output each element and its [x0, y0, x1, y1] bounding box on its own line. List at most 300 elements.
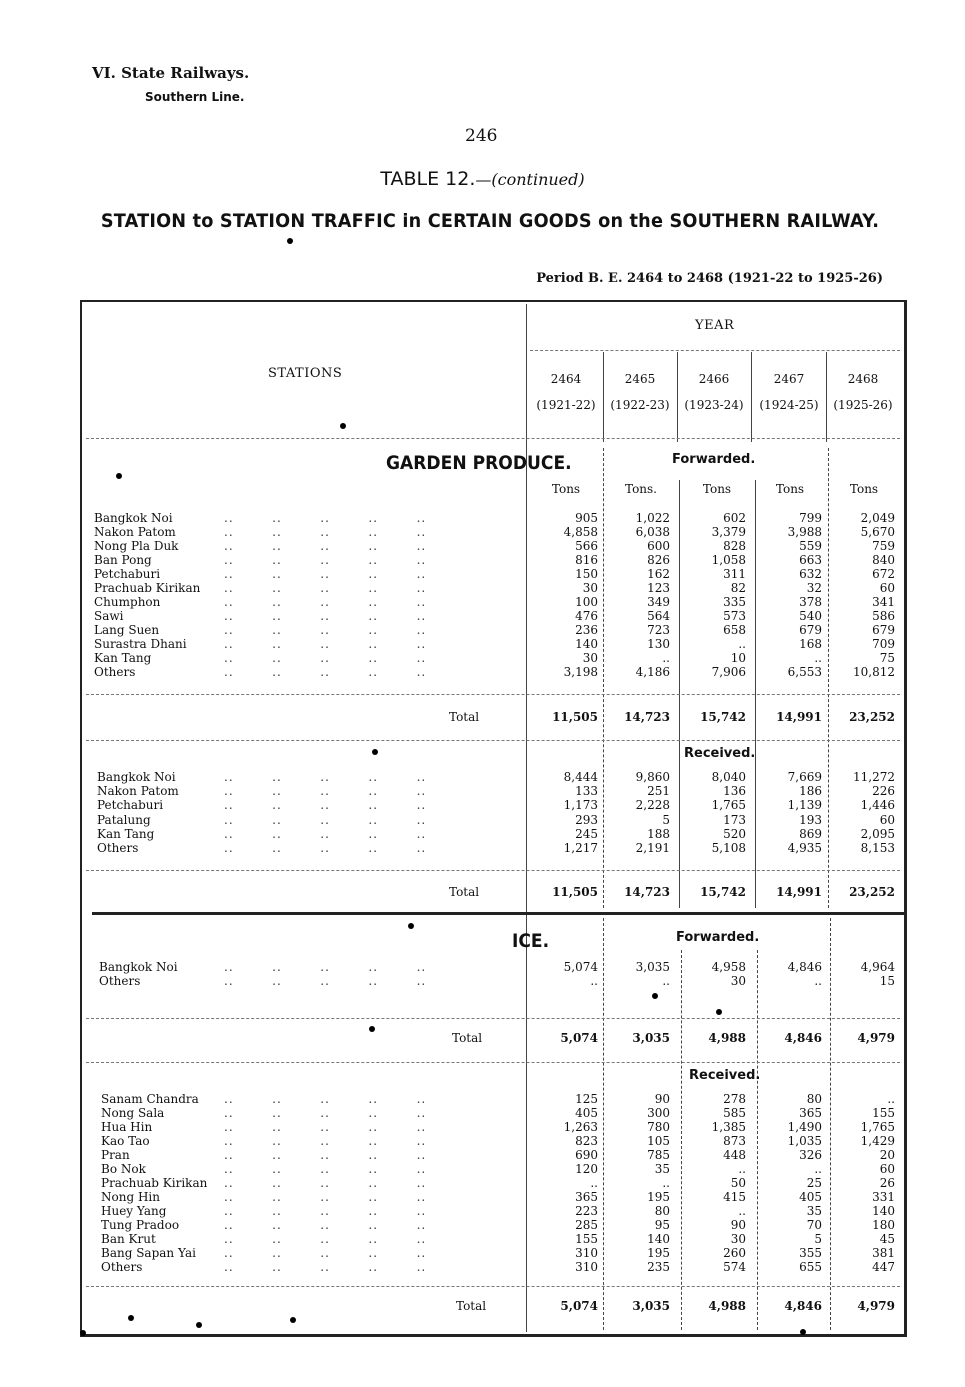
cell-value: 140	[872, 1204, 895, 1218]
station-name: Prachuab Kirikan	[101, 1176, 208, 1190]
cell-value: 2,228	[635, 798, 670, 813]
ink-speck	[80, 1330, 86, 1336]
ice-received-total-rule	[86, 1286, 900, 1287]
table-row	[0, 1204, 965, 1218]
total-value: 4,979	[857, 1299, 895, 1313]
cell-value: 355	[799, 1246, 822, 1260]
table-row	[0, 798, 965, 812]
cell-value: ..	[738, 1162, 746, 1176]
station-name: Bangkok Noi	[94, 511, 173, 525]
cell-value: 4,186	[635, 665, 670, 679]
leader-dots: .. .. .. .. ..	[224, 525, 427, 539]
cell-value: 30	[730, 974, 746, 988]
cell-value: 8,040	[711, 770, 746, 784]
station-name: Nong Hin	[101, 1190, 160, 1204]
cell-value: 120	[575, 1162, 598, 1176]
cell-value: 186	[799, 784, 822, 799]
cell-value: 60	[879, 1162, 895, 1176]
cell-value: 540	[799, 609, 822, 623]
station-name: Petchaburi	[97, 798, 164, 813]
cell-value: 378	[799, 595, 822, 609]
leader-dots: .. .. .. .. ..	[224, 1092, 427, 1106]
cell-value: 11,272	[853, 770, 895, 784]
cell-value: 70	[806, 1218, 822, 1232]
cell-value: 125	[575, 1092, 598, 1106]
unit-label: Tons	[849, 482, 879, 496]
cell-value: 1,263	[563, 1120, 598, 1134]
table-row	[0, 813, 965, 827]
leader-dots: .. .. .. .. ..	[224, 1120, 427, 1134]
cell-value: 4,846	[787, 960, 822, 974]
table-row	[0, 841, 965, 855]
cell-value: 586	[872, 609, 895, 623]
cell-value: 236	[575, 623, 598, 637]
ink-speck	[408, 923, 414, 929]
ink-speck	[372, 749, 378, 755]
year-be: 2465	[624, 372, 656, 386]
leader-dots: .. .. .. .. ..	[224, 1106, 427, 1120]
header-rule	[86, 438, 900, 439]
cell-value: 1,173	[563, 798, 598, 813]
cell-value: 709	[872, 637, 895, 651]
cell-value: 195	[647, 1246, 670, 1260]
cell-value: 100	[575, 595, 598, 609]
station-name: Sawi	[94, 609, 124, 623]
unit-label: Tons	[551, 482, 581, 496]
cell-value: 415	[723, 1190, 746, 1204]
cell-value: 45	[879, 1232, 895, 1246]
table-row	[0, 1246, 965, 1260]
cell-value: 105	[647, 1134, 670, 1148]
cell-value: 300	[647, 1106, 670, 1120]
cell-value: 155	[872, 1106, 895, 1120]
ink-speck	[116, 473, 122, 479]
year-be: 2464	[550, 372, 582, 386]
table-row	[0, 1260, 965, 1274]
cell-value: 1,139	[787, 798, 822, 813]
cell-value: 331	[872, 1190, 895, 1204]
cell-value: 20	[879, 1148, 895, 1162]
cell-value: 60	[879, 581, 895, 595]
cell-value: 448	[723, 1148, 746, 1162]
cell-value: 10,812	[853, 665, 895, 679]
station-name: Bangkok Noi	[99, 960, 178, 974]
total-value: 4,846	[784, 1299, 822, 1313]
garden-received-total-row	[0, 884, 965, 900]
ink-speck	[716, 1009, 722, 1015]
table-row	[0, 539, 965, 553]
cell-value: 310	[575, 1260, 598, 1274]
cell-value: 3,988	[787, 525, 822, 539]
cell-value: 1,385	[711, 1120, 746, 1134]
cell-value: 566	[575, 539, 598, 553]
cell-value: 785	[647, 1148, 670, 1162]
col-rule-1	[603, 352, 604, 442]
unit-label: Tons.	[625, 482, 657, 496]
station-name: Nong Sala	[101, 1106, 165, 1120]
leader-dots: .. .. .. .. ..	[224, 553, 427, 567]
total-value: 4,988	[708, 1031, 746, 1045]
unit-label: Tons	[702, 482, 732, 496]
table-row	[0, 525, 965, 539]
cell-value: 873	[723, 1134, 746, 1148]
year-be: 2467	[773, 372, 805, 386]
table-row	[0, 1190, 965, 1204]
cell-value: 80	[806, 1092, 822, 1106]
cell-value: 2,191	[635, 841, 670, 855]
leader-dots: .. .. .. .. ..	[224, 637, 427, 651]
ink-speck	[287, 238, 293, 244]
garden-received-rule	[86, 740, 900, 741]
station-name: Nakon Patom	[97, 784, 179, 799]
leader-dots: .. .. .. .. ..	[224, 784, 427, 799]
leader-dots: .. .. .. .. ..	[224, 609, 427, 623]
station-name: Lang Suen	[94, 623, 160, 637]
station-name: Bangkok Noi	[97, 770, 176, 784]
cell-value: 251	[647, 784, 670, 799]
cell-value: ..	[887, 1092, 895, 1106]
cell-value: 9,860	[635, 770, 670, 784]
garden-forwarded-total-rule	[86, 694, 900, 695]
cell-value: 155	[575, 1232, 598, 1246]
cell-value: ..	[662, 651, 670, 665]
cell-value: ..	[738, 637, 746, 651]
cell-value: 1,058	[711, 553, 746, 567]
ink-speck	[369, 1026, 375, 1032]
cell-value: 90	[654, 1092, 670, 1106]
cell-value: 4,958	[711, 960, 746, 974]
stations-header: STATIONS	[268, 366, 343, 381]
station-name: Ban Krut	[101, 1232, 156, 1246]
leader-dots: .. .. .. .. ..	[224, 1148, 427, 1162]
cell-value: 799	[799, 511, 822, 525]
cell-value: 3,379	[711, 525, 746, 539]
cell-value: 80	[654, 1204, 670, 1218]
year-col-5	[829, 372, 897, 412]
total-value: 11,505	[552, 710, 598, 724]
cell-value: 828	[723, 539, 746, 553]
leader-dots: .. .. .. .. ..	[224, 623, 427, 637]
total-value: 5,074	[560, 1031, 598, 1045]
period-caption: Period B. E. 2464 to 2468 (1921-22 to 1925-26)	[536, 271, 883, 286]
station-name: Surastra Dhani	[94, 637, 187, 651]
cell-value: 162	[647, 567, 670, 581]
year-ad: (1921-22)	[536, 398, 596, 412]
cell-value: 82	[730, 581, 746, 595]
table-row	[0, 1106, 965, 1120]
table-row	[0, 511, 965, 525]
total-value: 3,035	[632, 1299, 670, 1313]
ink-speck	[652, 993, 658, 999]
cell-value: 8,153	[860, 841, 895, 855]
cell-value: 658	[723, 623, 746, 637]
table-row	[0, 1176, 965, 1190]
cell-value: 476	[575, 609, 598, 623]
cell-value: ..	[590, 974, 598, 988]
table-label	[0, 168, 965, 190]
cell-value: 869	[799, 826, 822, 841]
station-name: Others	[99, 974, 141, 988]
station-name: Hua Hin	[101, 1120, 153, 1134]
garden-forwarded-label: Forwarded.	[672, 452, 756, 467]
table-row	[0, 581, 965, 595]
leader-dots: .. .. .. .. ..	[224, 974, 427, 988]
year-col-1	[532, 372, 600, 412]
cell-value: ..	[814, 974, 822, 988]
section-heading: VI. State Railways.	[92, 64, 250, 82]
total-value: 15,742	[700, 710, 746, 724]
cell-value: 195	[647, 1190, 670, 1204]
garden-produce-title: GARDEN PRODUCE.	[386, 452, 572, 474]
table-row	[0, 1218, 965, 1232]
cell-value: 574	[723, 1260, 746, 1274]
year-col-2	[606, 372, 674, 412]
leader-dots: .. .. .. .. ..	[224, 1260, 427, 1274]
cell-value: 365	[799, 1106, 822, 1120]
station-name: Nakon Patom	[94, 525, 176, 539]
cell-value: 173	[723, 812, 746, 827]
cell-value: 5,074	[563, 960, 598, 974]
cell-value: 278	[723, 1092, 746, 1106]
total-value: 23,252	[849, 885, 895, 899]
cell-value: 5,108	[711, 841, 746, 855]
cell-value: 168	[799, 637, 822, 651]
cell-value: ..	[738, 1204, 746, 1218]
cell-value: 4,964	[860, 960, 895, 974]
cell-value: 520	[723, 826, 746, 841]
cell-value: 365	[575, 1190, 598, 1204]
station-name: Huey Yang	[101, 1204, 167, 1218]
total-value: 14,723	[624, 885, 670, 899]
year-rule	[530, 350, 900, 351]
station-name: Bo Nok	[101, 1162, 146, 1176]
table-number: TABLE 12.	[380, 168, 476, 190]
leader-dots: .. .. .. .. ..	[224, 826, 427, 841]
cell-value: 140	[647, 1232, 670, 1246]
table-row	[0, 637, 965, 651]
col-rule-3	[751, 352, 752, 442]
cell-value: 188	[647, 826, 670, 841]
table-row	[0, 553, 965, 567]
station-name: Ban Pong	[94, 553, 152, 567]
cell-value: ..	[662, 1176, 670, 1190]
cell-value: 447	[872, 1260, 895, 1274]
station-name: Kao Tao	[101, 1134, 150, 1148]
station-name: Tung Pradoo	[101, 1218, 180, 1232]
table-continued: —(continued)	[475, 170, 585, 189]
ice-forwarded-total-rule	[86, 1018, 900, 1019]
cell-value: 905	[575, 511, 598, 525]
unit-label: Tons	[775, 482, 805, 496]
cell-value: 60	[879, 812, 895, 827]
cell-value: 6,038	[635, 525, 670, 539]
year-header: YEAR	[695, 318, 735, 333]
cell-value: 293	[575, 812, 598, 827]
ice-received-rule	[86, 1062, 900, 1063]
station-name: Petchaburi	[94, 567, 161, 581]
leader-dots: .. .. .. .. ..	[224, 665, 427, 679]
cell-value: 260	[723, 1246, 746, 1260]
col-rule-4	[826, 352, 827, 442]
total-label: Total	[452, 1031, 483, 1045]
cell-value: 840	[872, 553, 895, 567]
cell-value: 235	[647, 1260, 670, 1274]
ink-speck	[196, 1322, 202, 1328]
table-row	[0, 827, 965, 841]
cell-value: 326	[799, 1148, 822, 1162]
cell-value: 585	[723, 1106, 746, 1120]
leader-dots: .. .. .. .. ..	[224, 595, 427, 609]
cell-value: 123	[647, 581, 670, 595]
table-row	[0, 665, 965, 679]
cell-value: 140	[575, 637, 598, 651]
leader-dots: .. .. .. .. ..	[224, 1190, 427, 1204]
leader-dots: .. .. .. .. ..	[224, 1246, 427, 1260]
cell-value: 223	[575, 1204, 598, 1218]
cell-value: 1,446	[860, 798, 895, 813]
cell-value: 341	[872, 595, 895, 609]
cell-value: 15	[879, 974, 895, 988]
year-ad: (1923-24)	[684, 398, 744, 412]
station-name: Chumphon	[94, 595, 161, 609]
cell-value: 1,022	[635, 511, 670, 525]
cell-value: 193	[799, 812, 822, 827]
cell-value: 573	[723, 609, 746, 623]
year-be: 2466	[698, 372, 730, 386]
ice-forwarded-label: Forwarded.	[676, 930, 760, 945]
cell-value: 50	[730, 1176, 746, 1190]
cell-value: 35	[654, 1162, 670, 1176]
leader-dots: .. .. .. .. ..	[224, 1232, 427, 1246]
ink-speck	[800, 1329, 806, 1335]
cell-value: ..	[814, 651, 822, 665]
table-row	[0, 1092, 965, 1106]
total-value: 14,723	[624, 710, 670, 724]
leader-dots: .. .. .. .. ..	[224, 581, 427, 595]
year-ad: (1922-23)	[610, 398, 670, 412]
table-title: STATION to STATION TRAFFIC in CERTAIN GOODS on the SOUTHERN RAILWAY.	[100, 210, 880, 232]
table-row	[0, 595, 965, 609]
station-name: Pran	[101, 1148, 130, 1162]
total-label: Total	[456, 1299, 487, 1313]
ice-received-total-row	[0, 1298, 965, 1314]
cell-value: 226	[872, 784, 895, 799]
cell-value: 4,858	[563, 525, 598, 539]
cell-value: 130	[647, 637, 670, 651]
station-name: Patalung	[97, 812, 151, 827]
table-row	[0, 1134, 965, 1148]
year-ad: (1925-26)	[833, 398, 893, 412]
station-name: Sanam Chandra	[101, 1092, 199, 1106]
cell-value: 133	[575, 784, 598, 799]
cell-value: 632	[799, 567, 822, 581]
cell-value: 30	[730, 1232, 746, 1246]
leader-dots: .. .. .. .. ..	[224, 1176, 427, 1190]
table-row	[0, 1162, 965, 1176]
cell-value: 7,669	[787, 770, 822, 784]
cell-value: 349	[647, 595, 670, 609]
cell-value: 559	[799, 539, 822, 553]
total-value: 15,742	[700, 885, 746, 899]
cell-value: 150	[575, 567, 598, 581]
leader-dots: .. .. .. .. ..	[224, 798, 427, 813]
table-row	[0, 1120, 965, 1134]
table-row	[0, 960, 965, 974]
cell-value: 245	[575, 826, 598, 841]
year-be: 2468	[847, 372, 879, 386]
table-row	[0, 974, 965, 988]
cell-value: 10	[730, 651, 746, 665]
cell-value: 1,429	[860, 1134, 895, 1148]
cell-value: ..	[590, 1176, 598, 1190]
total-value: 3,035	[632, 1031, 670, 1045]
cell-value: 1,035	[787, 1134, 822, 1148]
cell-value: 5	[662, 812, 670, 827]
table-row	[0, 651, 965, 665]
page-number: 246	[465, 126, 498, 146]
station-name: Kan Tang	[94, 651, 152, 665]
cell-value: 679	[872, 623, 895, 637]
cell-value: 5	[814, 1232, 822, 1246]
cell-value: 95	[654, 1218, 670, 1232]
cell-value: 381	[872, 1246, 895, 1260]
ink-speck	[290, 1317, 296, 1323]
station-name: Kan Tang	[97, 826, 155, 841]
cell-value: 679	[799, 623, 822, 637]
station-name: Others	[94, 665, 136, 679]
table-row	[0, 567, 965, 581]
leader-dots: .. .. .. .. ..	[224, 539, 427, 553]
table-row	[0, 784, 965, 798]
cell-value: 826	[647, 553, 670, 567]
cell-value: 335	[723, 595, 746, 609]
table-row	[0, 1148, 965, 1162]
cell-value: 672	[872, 567, 895, 581]
leader-dots: .. .. .. .. ..	[224, 511, 427, 525]
station-name: Prachuab Kirikan	[94, 581, 201, 595]
cell-value: 30	[582, 651, 598, 665]
cell-value: 780	[647, 1120, 670, 1134]
total-value: 11,505	[552, 885, 598, 899]
total-value: 4,979	[857, 1031, 895, 1045]
total-value: 14,991	[776, 885, 822, 899]
ice-forwarded-total-row	[0, 1030, 965, 1046]
cell-value: 35	[806, 1204, 822, 1218]
total-label: Total	[449, 710, 480, 724]
cell-value: 2,049	[860, 511, 895, 525]
total-value: 4,846	[784, 1031, 822, 1045]
cell-value: 1,765	[860, 1120, 895, 1134]
station-name: Others	[101, 1260, 143, 1274]
cell-value: 663	[799, 553, 822, 567]
leader-dots: .. .. .. .. ..	[224, 1204, 427, 1218]
section-divider	[92, 912, 904, 915]
garden-received-label: Received.	[684, 746, 756, 761]
cell-value: 823	[575, 1134, 598, 1148]
leader-dots: .. .. .. .. ..	[224, 812, 427, 827]
cell-value: 600	[647, 539, 670, 553]
cell-value: 1,217	[563, 841, 598, 855]
cell-value: 564	[647, 609, 670, 623]
leader-dots: .. .. .. .. ..	[224, 1218, 427, 1232]
cell-value: 180	[872, 1218, 895, 1232]
cell-value: 405	[575, 1106, 598, 1120]
total-label: Total	[449, 885, 480, 899]
station-name: Bang Sapan Yai	[101, 1246, 196, 1260]
table-row	[0, 623, 965, 637]
year-col-3	[680, 372, 748, 412]
table-row	[0, 609, 965, 623]
